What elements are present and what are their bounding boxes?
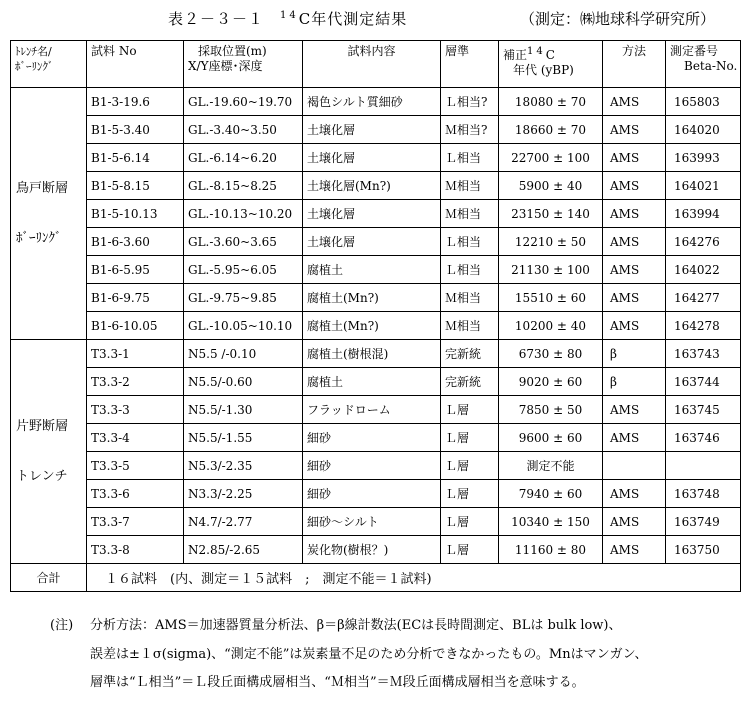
header-site: ﾄﾚﾝﾁ名/ ﾎﾞｰﾘﾝｸﾞ (11, 41, 87, 88)
content-cell: 細砂 (303, 452, 441, 480)
measurement-no-cell: 163994 (666, 200, 741, 228)
measurement-no-cell: 164277 (666, 284, 741, 312)
position-cell: GL.-3.40~3.50 (184, 116, 303, 144)
sample-no-cell: T3.3-3 (87, 396, 184, 424)
method-cell: AMS (603, 284, 666, 312)
age-cell: 7940 ± 60 (499, 480, 603, 508)
measurement-no-cell (666, 452, 741, 480)
measurement-no-cell: 164021 (666, 172, 741, 200)
sample-no-cell: T3.3-5 (87, 452, 184, 480)
table-row (11, 368, 741, 396)
sample-no-cell: B1-6-9.75 (87, 284, 184, 312)
table-row (11, 200, 741, 228)
note-line-1 (0, 614, 755, 634)
content-cell: 腐植土 (303, 368, 441, 396)
stratum-cell: Ｌ相当 (441, 228, 499, 256)
table-row (11, 536, 741, 564)
stratum-cell: Ｍ相当 (441, 200, 499, 228)
content-cell: 腐植土(Mn?) (303, 284, 441, 312)
total-label: 合計 (11, 564, 87, 592)
content-cell: 腐植土(樹根混) (303, 340, 441, 368)
table-row (11, 256, 741, 284)
table-row (11, 144, 741, 172)
sample-no-cell: T3.3-4 (87, 424, 184, 452)
method-cell: AMS (603, 312, 666, 340)
location-cell (11, 88, 87, 340)
measurement-no-cell: 163743 (666, 340, 741, 368)
age-cell: 23150 ± 140 (499, 200, 603, 228)
table-title: 表２－３－１ $^{14}$C年代測定結果 (168, 10, 408, 28)
method-cell: AMS (603, 172, 666, 200)
measurement-no-cell: 164276 (666, 228, 741, 256)
results-table (10, 40, 741, 592)
table-row (11, 228, 741, 256)
method-cell: β (603, 368, 666, 396)
measurement-no-cell: 164022 (666, 256, 741, 284)
table-row (11, 424, 741, 452)
table-row (11, 172, 741, 200)
position-cell: N5.5 /-0.10 (184, 340, 303, 368)
stratum-cell: Ｌ層 (441, 452, 499, 480)
measurement-no-cell: 163744 (666, 368, 741, 396)
position-cell: GL.-3.60~3.65 (184, 228, 303, 256)
age-cell: 測定不能 (499, 452, 603, 480)
table-body (11, 88, 741, 564)
position-cell: GL.-9.75~9.85 (184, 284, 303, 312)
header-method: 方法 (603, 41, 666, 88)
total-summary: １６試料 (内、測定＝１５試料 ; 測定不能＝１試料) (87, 564, 741, 592)
header-age: 補正$^{14}$C 年代 (yBP) (499, 41, 603, 88)
age-cell: 15510 ± 60 (499, 284, 603, 312)
stratum-cell: Ｌ層 (441, 508, 499, 536)
position-cell: N2.85/-2.65 (184, 536, 303, 564)
content-cell: 土壌化層(Mn?) (303, 172, 441, 200)
title-row (0, 8, 755, 30)
measurement-no-cell: 164278 (666, 312, 741, 340)
measurement-no-cell: 163745 (666, 396, 741, 424)
position-cell: GL.-6.14~6.20 (184, 144, 303, 172)
content-cell: フラッドローム (303, 396, 441, 424)
location-line: 片野断層 (16, 418, 69, 434)
stratum-cell: Ｌ相当 (441, 256, 499, 284)
table-row (11, 340, 741, 368)
header-sample-no: 試料 No (87, 41, 184, 88)
location-cell (11, 340, 87, 564)
content-cell: 土壌化層 (303, 144, 441, 172)
header-position: 採取位置(m) X/Y座標･深度 (184, 41, 303, 88)
stratum-cell: 完新統 (441, 340, 499, 368)
method-cell: AMS (603, 116, 666, 144)
method-cell (603, 452, 666, 480)
location-line: トレンチ (16, 468, 68, 484)
measurement-no-cell: 163750 (666, 536, 741, 564)
age-cell: 18660 ± 70 (499, 116, 603, 144)
age-cell: 12210 ± 50 (499, 228, 603, 256)
position-cell: N5.5/-1.30 (184, 396, 303, 424)
measurement-no-cell: 163746 (666, 424, 741, 452)
table-row (11, 88, 741, 116)
sample-no-cell: B1-5-10.13 (87, 200, 184, 228)
content-cell: 土壌化層 (303, 228, 441, 256)
position-cell: GL.-19.60~19.70 (184, 88, 303, 116)
position-cell: N3.3/-2.25 (184, 480, 303, 508)
stratum-cell: Ｍ相当? (441, 116, 499, 144)
table-row (11, 312, 741, 340)
age-cell: 10200 ± 40 (499, 312, 603, 340)
note-line-3 (0, 671, 755, 691)
age-cell: 21130 ± 100 (499, 256, 603, 284)
note-text-2: 誤差は±１σ(sigma)、“測定不能”は炭素量不足のため分析できなかったもの。Mnはマンガン、 (90, 647, 648, 662)
age-cell: 9600 ± 60 (499, 424, 603, 452)
sample-no-cell: T3.3-7 (87, 508, 184, 536)
age-cell: 6730 ± 80 (499, 340, 603, 368)
age-cell: 11160 ± 80 (499, 536, 603, 564)
stratum-cell: Ｌ層 (441, 424, 499, 452)
measurement-no-cell: 163993 (666, 144, 741, 172)
header-stratum: 層準 (441, 41, 499, 88)
stratum-cell: Ｌ層 (441, 396, 499, 424)
measurement-no-cell: 164020 (666, 116, 741, 144)
header-content: 試料内容 (303, 41, 441, 88)
sample-no-cell: B1-6-3.60 (87, 228, 184, 256)
age-cell: 10340 ± 150 (499, 508, 603, 536)
content-cell: 腐植土(Mn?) (303, 312, 441, 340)
sample-no-cell: B1-5-3.40 (87, 116, 184, 144)
header-row (11, 41, 741, 88)
method-cell: AMS (603, 256, 666, 284)
table-row (11, 452, 741, 480)
sample-no-cell: B1-6-5.95 (87, 256, 184, 284)
total-row (11, 564, 741, 592)
note-label: (注) (50, 618, 74, 633)
sample-no-cell: B1-6-10.05 (87, 312, 184, 340)
age-cell: 22700 ± 100 (499, 144, 603, 172)
content-cell: 細砂～シルト (303, 508, 441, 536)
position-cell: N5.5/-1.55 (184, 424, 303, 452)
location-line: 鳥戸断層 (16, 180, 69, 196)
header-measurement-no: 測定番号 Beta-No. (666, 41, 741, 88)
position-cell: GL.-10.13~10.20 (184, 200, 303, 228)
position-cell: GL.-10.05~10.10 (184, 312, 303, 340)
stratum-cell: Ｌ相当? (441, 88, 499, 116)
content-cell: 土壌化層 (303, 200, 441, 228)
measurement-no-cell: 163749 (666, 508, 741, 536)
c14-superscript: 14 (280, 10, 299, 21)
method-cell: AMS (603, 228, 666, 256)
age-cell: 7850 ± 50 (499, 396, 603, 424)
position-cell: GL.-5.95~6.05 (184, 256, 303, 284)
position-cell: N4.7/-2.77 (184, 508, 303, 536)
sample-no-cell: T3.3-8 (87, 536, 184, 564)
note-text-1: 分析方法：AMS＝加速器質量分析法、β＝β線計数法(ECは長時間測定、BLは bulk low)、 (90, 618, 622, 633)
stratum-cell: Ｍ相当 (441, 312, 499, 340)
table-row (11, 480, 741, 508)
position-cell: N5.5/-0.60 (184, 368, 303, 396)
measurement-no-cell: 163748 (666, 480, 741, 508)
content-cell: 細砂 (303, 424, 441, 452)
method-cell: AMS (603, 200, 666, 228)
table-row (11, 396, 741, 424)
method-cell: AMS (603, 536, 666, 564)
content-cell: 褐色シルト質細砂 (303, 88, 441, 116)
content-cell: 細砂 (303, 480, 441, 508)
sample-no-cell: T3.3-6 (87, 480, 184, 508)
method-cell: AMS (603, 480, 666, 508)
stratum-cell: Ｌ層 (441, 480, 499, 508)
sample-no-cell: B1-3-19.6 (87, 88, 184, 116)
method-cell: AMS (603, 144, 666, 172)
content-cell: 腐植土 (303, 256, 441, 284)
note-line-2 (0, 643, 755, 663)
age-cell: 5900 ± 40 (499, 172, 603, 200)
method-cell: AMS (603, 88, 666, 116)
sample-no-cell: B1-5-8.15 (87, 172, 184, 200)
measurement-source: （測定：㈱地球科学研究所） (520, 10, 716, 28)
method-cell: AMS (603, 424, 666, 452)
location-line: ﾎﾞｰﾘﾝｸﾞ (16, 230, 62, 246)
content-cell: 炭化物(樹根？) (303, 536, 441, 564)
table-row (11, 508, 741, 536)
stratum-cell: 完新統 (441, 368, 499, 396)
measurement-no-cell: 165803 (666, 88, 741, 116)
stratum-cell: Ｌ相当 (441, 144, 499, 172)
age-cell: 9020 ± 60 (499, 368, 603, 396)
method-cell: AMS (603, 508, 666, 536)
stratum-cell: Ｍ相当 (441, 172, 499, 200)
method-cell: β (603, 340, 666, 368)
stratum-cell: Ｌ層 (441, 536, 499, 564)
position-cell: N5.3/-2.35 (184, 452, 303, 480)
method-cell: AMS (603, 396, 666, 424)
content-cell: 土壌化層 (303, 116, 441, 144)
note-text-3: 層準は“Ｌ相当”＝Ｌ段丘面構成層相当、“Ｍ相当”＝Ｍ段丘面構成層相当を意味する。 (90, 675, 585, 690)
sample-no-cell: B1-5-6.14 (87, 144, 184, 172)
age-cell: 18080 ± 70 (499, 88, 603, 116)
sample-no-cell: T3.3-2 (87, 368, 184, 396)
stratum-cell: Ｍ相当 (441, 284, 499, 312)
position-cell: GL.-8.15~8.25 (184, 172, 303, 200)
table-row (11, 116, 741, 144)
sample-no-cell: T3.3-1 (87, 340, 184, 368)
table-row (11, 284, 741, 312)
